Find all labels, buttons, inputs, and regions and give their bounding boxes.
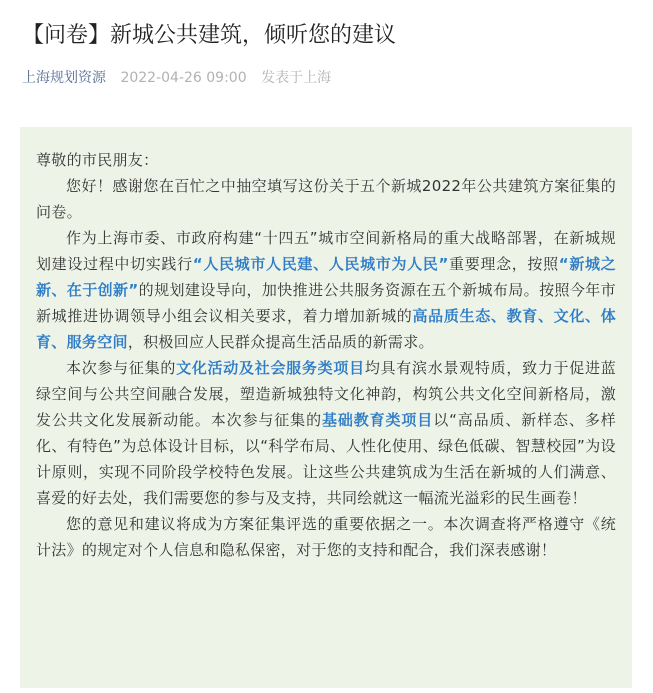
paragraph-projects [36,355,616,511]
paragraph-thanks: 您好！感谢您在百忙之中抽空填写这份关于五个新城2022年公共建筑方案征集的问卷。 [36,177,616,221]
intro-letter-box [20,127,632,688]
highlight-culture-projects: 文化活动及社会服务类项目 [176,359,365,377]
highlight-innovation: “新城之新、在于创新” [36,255,616,299]
publish-location: 发表于上海 [261,70,332,86]
paragraph-text: 作为上海市委、市政府构建“十四五”城市空间新格局的重大战略部署，在新城规划建设过程中切实践行 [36,229,616,273]
highlight-quality-spaces: 高品质生态、教育、文化、体育、服务空间 [36,307,617,351]
account-name-link[interactable]: 上海规划资源 [22,70,106,86]
paragraph-text: 本次参与征集的 [66,359,177,377]
paragraph-text: 以“高品质、新样态、多样化、有特色”为总体设计目标，以“科学布局、人性化使用、绿色低碳、智慧校园”为设计原则，实现不同阶段学校特色发展。让这些公共建筑成为生活在新城的人们满意、喜爱的好去处，我们需要您的参与及支持，共同绘就这一幅流光溢彩的民生画卷！ [36,411,617,507]
article-title: 【问卷】新城公共建筑，倾听您的建议 [22,23,397,48]
paragraph-text: 的规划建设导向，加快推进公共服务资源在五个新城布局。按照今年市新城推进协调领导小组会议相关要求，着力增加新城的 [36,281,616,325]
paragraph-background [36,225,616,355]
highlight-people-city: “人民城市人民建、人民城市为人民” [192,255,449,273]
greeting: 尊敬的市民朋友： [36,151,159,169]
highlight-education-projects: 基础教育类项目 [321,411,434,429]
paragraph-text: 均具有滨水景观特质，致力于促进蓝绿空间与公共空间融合发展，塑造新城独特文化神韵，构筑公共文化空间新格局，激发公共文化发展新动能。本次参与征集的 [36,359,616,429]
paragraph-text: 重要理念，按照 [448,255,559,273]
article-meta [22,68,331,88]
paragraph-text: ，积极回应人民群众提高生活品质的新需求。 [127,333,434,351]
paragraph-privacy: 您的意见和建议将成为方案征集评选的重要依据之一。本次调查将严格遵守《统计法》的规定对个人信息和隐私保密，对于您的支持和配合，我们深表感谢！ [36,515,616,559]
publish-datetime: 2022-04-26 09:00 [120,70,247,86]
